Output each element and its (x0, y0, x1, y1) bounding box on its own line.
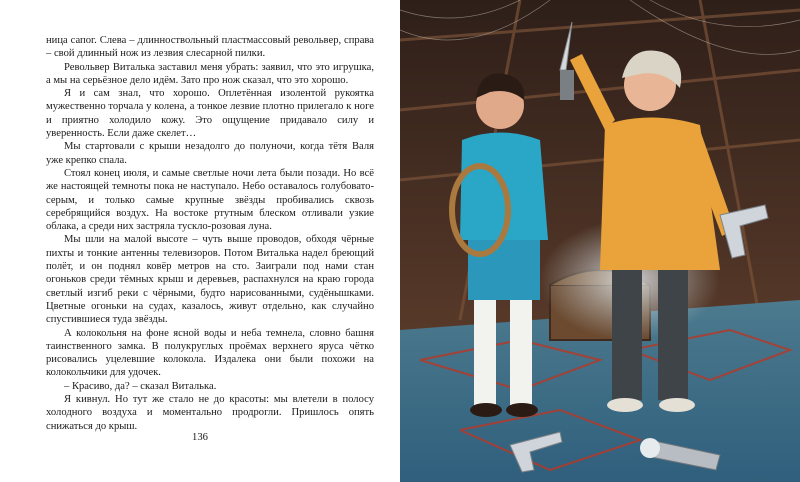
illustration (400, 0, 800, 482)
paragraph: Мы шли на малой высоте – чуть выше проводов, обходя чёрные пихты и тонкие антенны телевизоров. Потом Виталька надел бреющий полёт, и он поднял ковёр метров на сто. Заиграли под нами стан огоньков среди тёмных крыш и деревьев, распахнулся на краю города светлый изгиб реки с чёрными, будто нарисованными, судёнышками. Цветные огоньки на судах, казалось, живут отдельно, как случайно спустившиеся туда звёзды. (46, 234, 374, 326)
paragraph: Револьвер Виталька заставил меня убрать: заявил, что это игрушка, а мы на серьёзное дело идём. Зато про нож сказал, что это хорошо. (46, 61, 374, 86)
attic-scene-illustration (400, 0, 800, 482)
knife-handle (560, 70, 574, 100)
page-number: 136 (192, 432, 208, 443)
paragraph: Я кивнул. Но тут же стало не до красоты: мы влетели в полосу холодного воздуха и моментально продрогли. Пришлось опять снижаться до крыш. (46, 394, 374, 432)
flashlight-lens (640, 438, 660, 458)
body-text (46, 34, 374, 433)
paragraph: ница сапог. Слева – длинноствольный пластмассовый револьвер, справа – свой длинный нож из лезвия слесарной пилки. (46, 35, 374, 60)
paragraph: А колокольня на фоне ясной воды и неба темнела, словно башня таинственного замка. В полукруглых проёмах верхнего яруса чётко рисовались уцелевшие колокола. Издалека они были похожи на колокольчики для удочек. (46, 327, 374, 379)
paragraph: – Красиво, да? – сказал Виталька. (64, 380, 217, 392)
paragraph: Мы стартовали с крыши незадолго до полуночи, когда тётя Валя уже крепко спала. (46, 141, 374, 166)
paragraph: Стоял конец июля, и самые светлые ночи лета были позади. Но всё же настоящей темноты пока не наступало. Небо оставалось голубовато-серым, и только самые крупные звёзды пробивались сквозь серебрящийся воздух. На востоке ртутным блеском отливали узкие облака, а среди них застряла тускло-розовая луна. (46, 167, 374, 233)
paragraph: Я и сам знал, что хорошо. Оплетённая изолентой рукоятка мужественно торчала у колена, а тонкое лезвие плотно прилегало к ноге и приятно холодило кожу. Это ощущение придавало силу и уверенность. Если даже скелет… (46, 88, 374, 140)
